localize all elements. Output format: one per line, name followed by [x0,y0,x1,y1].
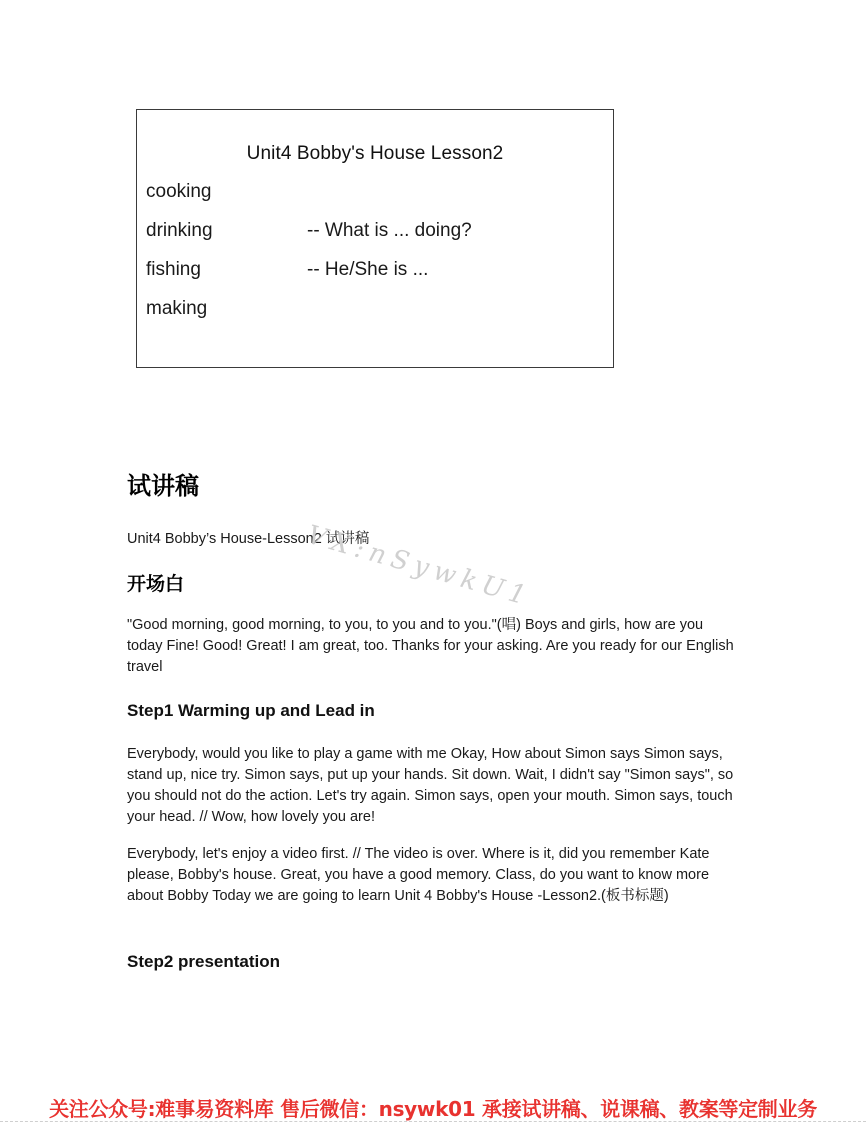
board-word-drinking: drinking [146,220,213,241]
board-word-making: making [146,298,208,319]
board-word-cooking: cooking [146,181,212,202]
board-pattern-question: -- What is ... doing? [307,220,472,241]
step1-paragraph-2: Everybody, let's enjoy a video first. // The video is over. Where is it, did you remember Kate please, Bobby's house. Great, you have a good memory. Class, do you want to know more about Bobby Today we are going to learn Unit 4 Bobby's House -Lesson2.(板书标题) [127,846,710,904]
opening-paragraph: "Good morning, good morning, to you, to you and to you."(唱) Boys and girls, how are you today Fine! Good! Great! I am great, too. Thanks for your asking. Are you ready for our English travel [127,617,734,675]
board-title: Unit4 Bobby's House Lesson2 [246,143,504,164]
watermark-text: VX:nSywkU1 [303,520,535,613]
step1-heading: Step1 Warming up and Lead in [127,701,375,720]
step1-paragraph-1: Everybody, would you like to play a game with me Okay, How about Simon says Simon says, stand up, nice try. Simon says, put up your hands. Sit down. Wait, I didn't say "Simon says", so you should not do the action. Let's try again. Simon says, open your mouth. Simon says, touch your head. // Wow, how lovely you are! [127,746,734,825]
board-word-fishing: fishing [146,259,201,280]
board-pattern-answer: -- He/She is ... [307,259,429,280]
blackboard-design-box [136,109,614,368]
step2-heading: Step2 presentation [127,952,281,971]
document-subtitle: Unit4 Bobby’s House-Lesson2 试讲稿 [127,531,370,547]
document-heading: 试讲稿 [127,472,199,500]
opening-heading: 开场白 [127,573,185,595]
footer-promo-banner: 关注公众号:难事易资料库 售后微信：nsywk01 承接试讲稿、说课稿、教案等定制业务 [0,1093,866,1122]
